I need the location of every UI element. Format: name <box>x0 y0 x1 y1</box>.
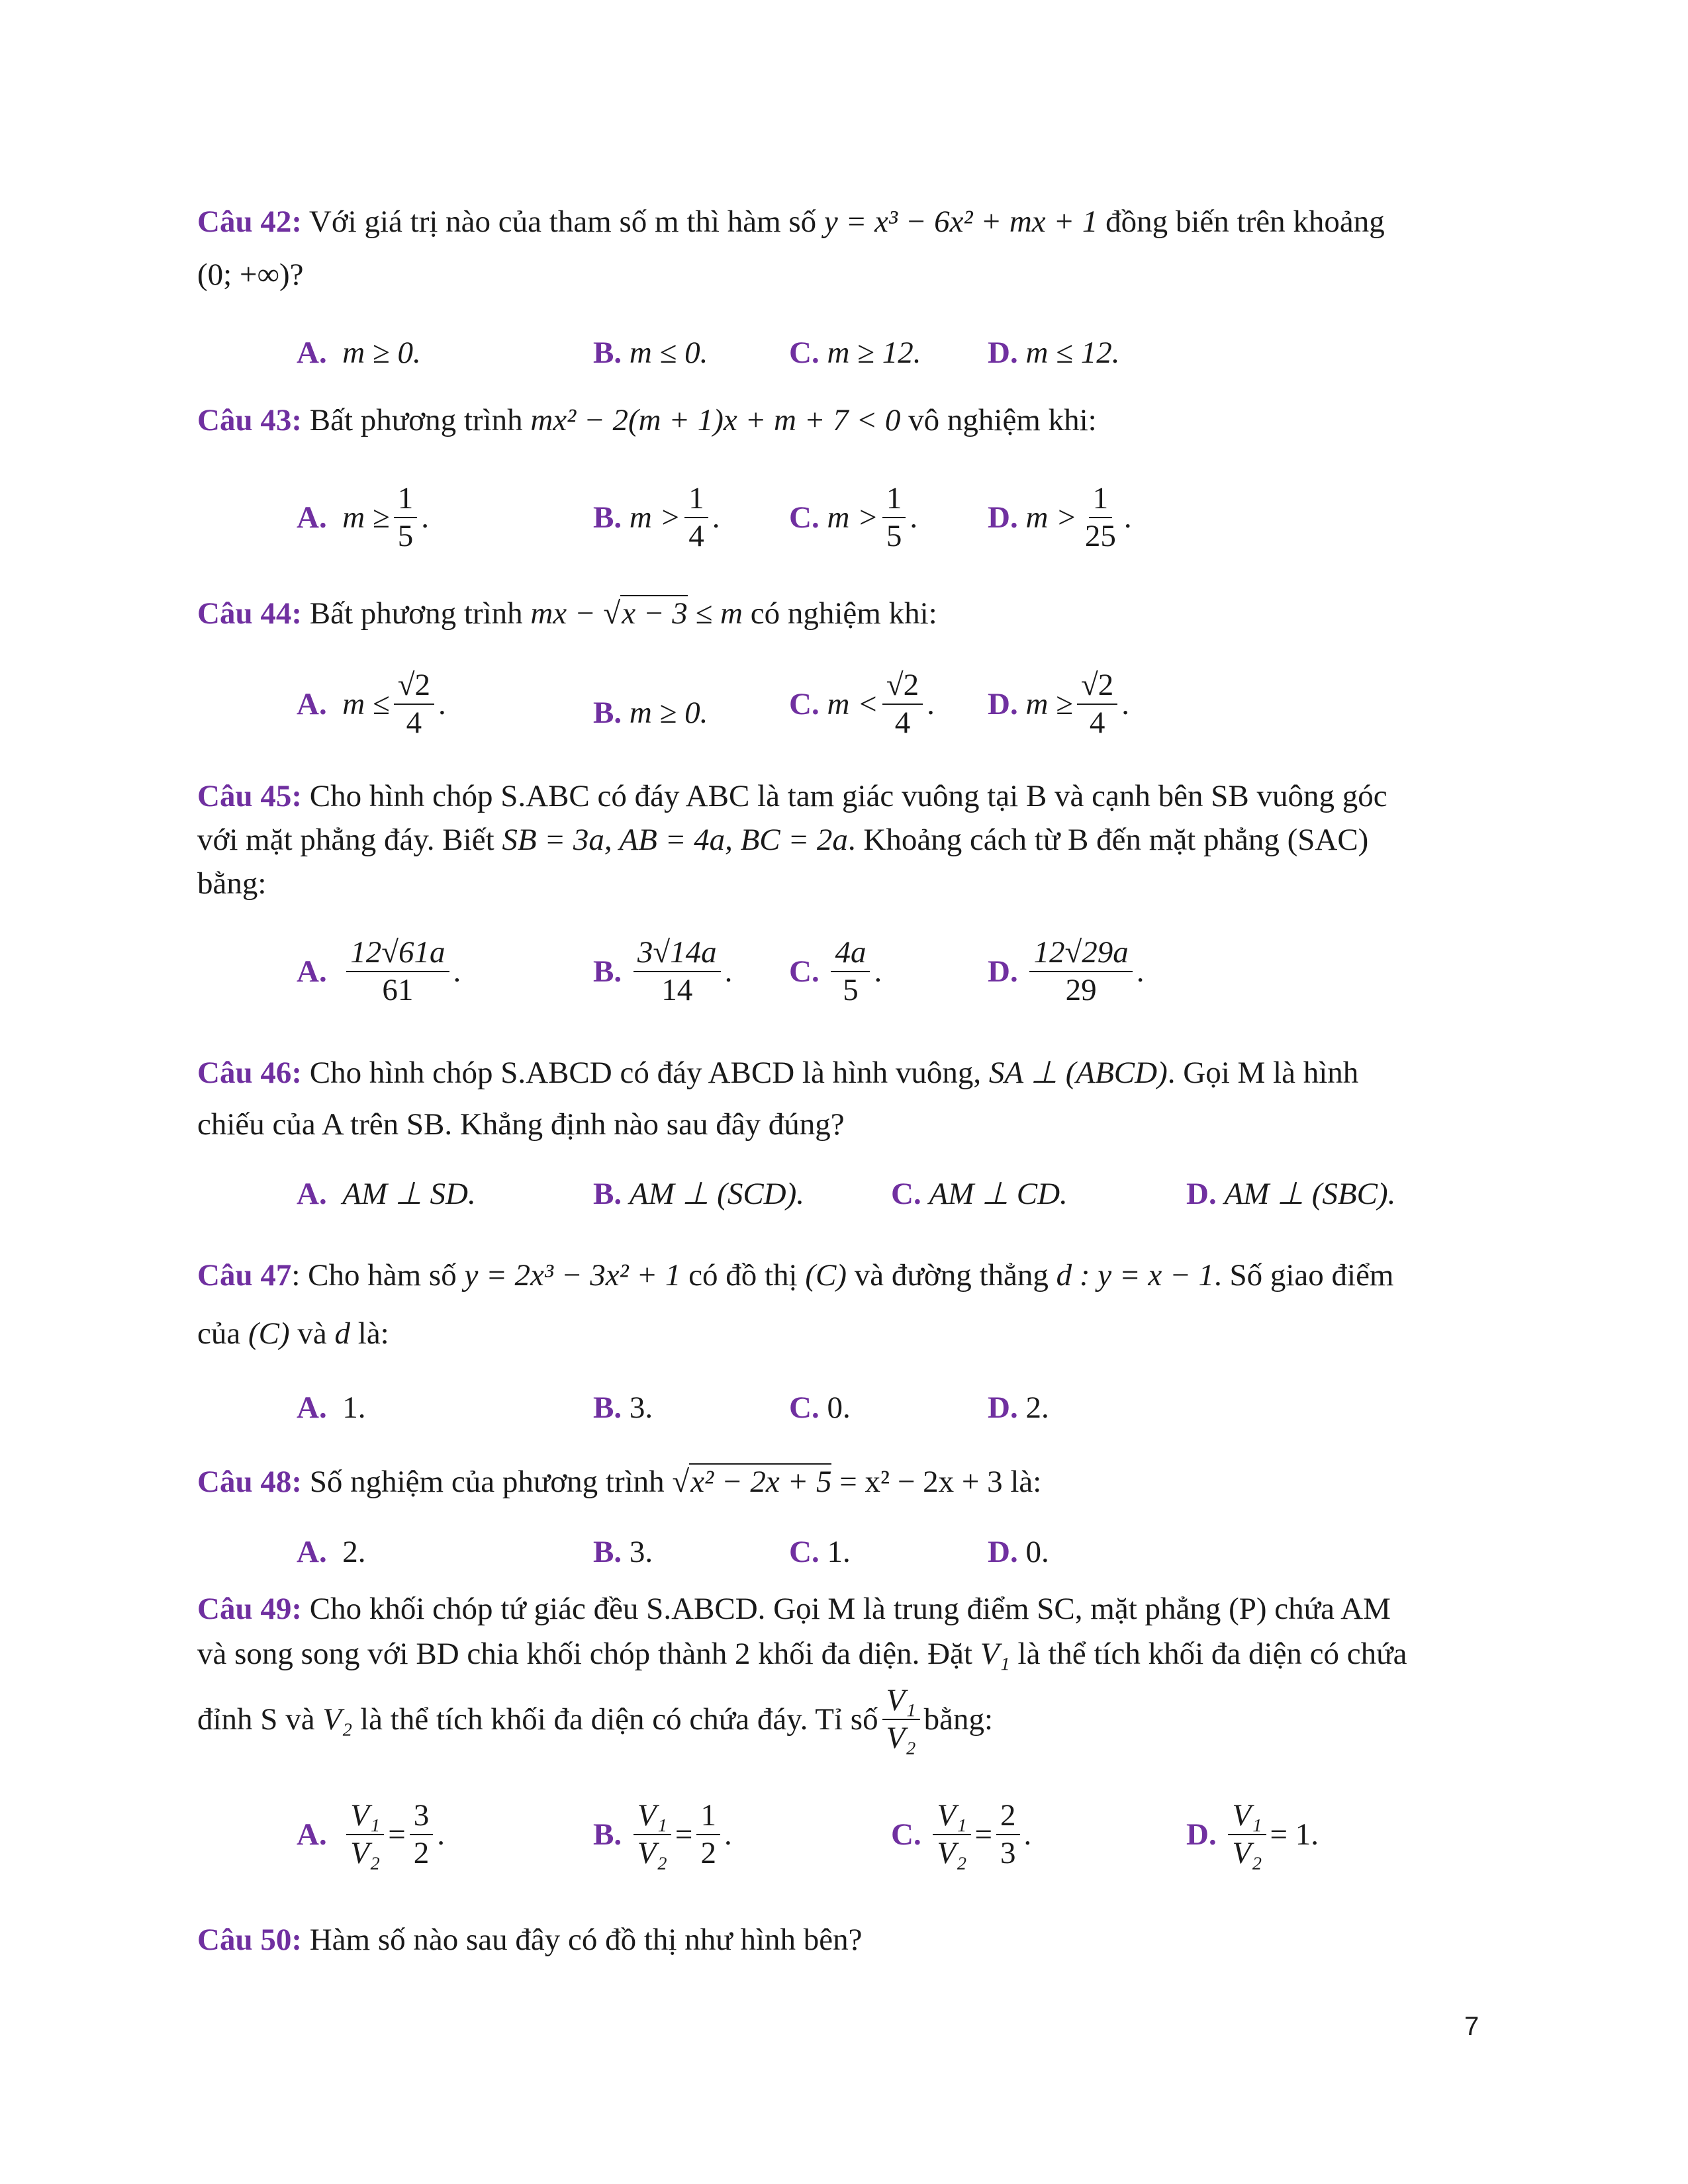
question-45-line3 <box>197 868 266 899</box>
question-text: là: <box>357 1316 389 1351</box>
fraction-denominator: 4 <box>1089 705 1105 740</box>
fraction-numerator: 4a <box>831 937 870 972</box>
question-text: bằng: <box>923 1702 994 1737</box>
option-label: B. <box>593 1390 622 1425</box>
option-label: A. <box>297 954 327 989</box>
question-49-line3 <box>197 1685 993 1754</box>
question-46-line2 <box>197 1109 845 1140</box>
option-text: m ≥ 0. <box>629 696 708 730</box>
fraction-numerator: V₁ <box>633 1800 671 1835</box>
fraction-numerator: 3 <box>410 1800 434 1835</box>
equals-sign: = <box>388 1817 406 1852</box>
option-label: D. <box>988 954 1018 989</box>
question-text: Cho hình chóp S.ABCD có đáy ABCD là hình vuông, <box>309 1056 982 1090</box>
option-a[interactable]: A. m ≤ $\frac{√2}{4}$ . <box>297 668 446 740</box>
math-expression: d <box>334 1316 351 1351</box>
option-text: m < <box>827 687 878 721</box>
option-label: C. <box>891 1817 921 1852</box>
option-label: A. <box>297 1817 327 1852</box>
fraction <box>1077 670 1117 739</box>
question-text: có đồ thị <box>688 1258 798 1293</box>
option-b[interactable]: B. m > $\frac{1}{4}$ . <box>593 481 720 553</box>
fraction <box>1029 937 1132 1006</box>
question-text: đồng biến trên khoảng <box>1105 205 1385 239</box>
question-text: và đường thẳng <box>854 1258 1049 1293</box>
fraction-denominator: 5 <box>886 519 902 553</box>
option-c[interactable]: C. $\frac{4a}{5}$ . <box>789 935 882 1007</box>
option-text: 0. <box>827 1390 851 1425</box>
math-expression: d : y = x − 1 <box>1056 1258 1214 1293</box>
option-a[interactable]: A. $\frac{12√61a}{61}$ . <box>297 935 461 1007</box>
question-47 <box>197 1260 1394 1291</box>
option-label: A. <box>297 500 327 535</box>
fraction-numerator: V₁ <box>933 1800 970 1835</box>
option-text: m ≥ <box>342 500 390 535</box>
fraction <box>696 1800 720 1869</box>
question-text: có nghiệm khi: <box>750 596 937 631</box>
option-label: A. <box>297 687 327 721</box>
fraction-numerator: 12√61a <box>346 937 449 972</box>
option-label: C. <box>789 954 820 989</box>
fraction-numerator: 1 <box>696 1800 720 1835</box>
question-label: Câu 42: <box>197 205 302 239</box>
question-43 <box>197 405 1097 436</box>
option-text: 1. <box>342 1390 366 1425</box>
question-49-line2 <box>197 1639 1407 1670</box>
fraction <box>394 670 434 739</box>
option-b[interactable] <box>593 1175 804 1212</box>
fraction-numerator: 1 <box>684 483 708 518</box>
option-c[interactable] <box>789 1534 851 1570</box>
fraction <box>996 1800 1020 1869</box>
option-label: D. <box>988 1390 1018 1425</box>
option-text: m ≥ 12. <box>827 336 921 370</box>
option-label: C. <box>789 1390 820 1425</box>
option-label: B. <box>593 954 622 989</box>
question-text: . Gọi M là hình <box>1167 1056 1359 1090</box>
fraction-denominator: 25 <box>1084 519 1116 553</box>
option-a[interactable] <box>297 1534 365 1570</box>
sqrt-icon: √ <box>603 596 621 631</box>
math-expression: y = 2x³ − 3x² + 1 <box>464 1258 681 1293</box>
question-44 <box>197 598 937 629</box>
option-label: D. <box>1186 1817 1217 1852</box>
math-expression: mx² − 2(m + 1)x + m + 7 < 0 <box>530 403 901 437</box>
option-label: A. <box>297 336 327 370</box>
option-c[interactable] <box>789 1390 851 1426</box>
radicand: x² − 2x + 5 <box>690 1465 832 1499</box>
option-label: C. <box>789 1535 820 1569</box>
question-text: bằng: <box>197 866 267 901</box>
question-text: và <box>297 1316 327 1351</box>
equals-sign: = <box>675 1817 693 1852</box>
question-text: chiếu của A trên SB. Khẳng định nào sau đây đúng? <box>197 1107 845 1142</box>
fraction <box>882 1685 920 1754</box>
question-text: Hàm số nào sau đây có đồ thị như hình bên? <box>309 1923 863 1957</box>
option-label: B. <box>593 500 622 535</box>
question-text: Số nghiệm của phương trình <box>309 1465 665 1499</box>
fraction-numerator: V₁ <box>346 1800 384 1835</box>
math-expression: SA ⊥ (ABCD) <box>988 1056 1168 1090</box>
question-label: Câu 43: <box>197 403 302 437</box>
option-label: D. <box>988 500 1018 535</box>
fraction <box>394 483 418 552</box>
fraction-numerator: 1 <box>394 483 418 518</box>
option-label: B. <box>593 1817 622 1852</box>
option-label: C. <box>789 336 820 370</box>
option-text: AM ⊥ (SBC). <box>1224 1177 1396 1211</box>
question-label: Câu 48: <box>197 1465 302 1499</box>
fraction-denominator: 61 <box>382 973 414 1007</box>
fraction-denominator: 4 <box>406 705 422 740</box>
question-text: với mặt phẳng đáy. Biết <box>197 823 494 857</box>
fraction-numerator: √2 <box>1077 670 1117 705</box>
fraction-numerator: 3√14a <box>633 937 721 972</box>
option-d[interactable] <box>988 1534 1049 1570</box>
fraction-numerator: 2 <box>996 1800 1020 1835</box>
sqrt-icon: √ <box>672 1465 690 1499</box>
fraction-denominator: V₂ <box>886 1721 916 1755</box>
question-text: : Cho hàm số <box>291 1258 457 1293</box>
option-label: B. <box>593 336 622 370</box>
math-expression: (0; +∞)? <box>197 257 304 292</box>
option-d[interactable]: D. m ≥ $\frac{√2}{4}$ . <box>988 668 1129 740</box>
option-d[interactable] <box>1186 1800 1319 1869</box>
fraction <box>1228 1800 1266 1869</box>
fraction-denominator: V₂ <box>350 1836 381 1870</box>
question-50 <box>197 1925 863 1956</box>
question-48 <box>197 1467 1041 1498</box>
fraction <box>633 937 721 1006</box>
question-text: Bất phương trình <box>309 596 523 631</box>
question-label: Câu 45: <box>197 779 302 813</box>
option-text: AM ⊥ (SCD). <box>629 1177 805 1211</box>
question-label: Câu 47 <box>197 1258 292 1293</box>
option-label: A. <box>297 1176 327 1211</box>
option-b[interactable] <box>593 695 708 731</box>
fraction-numerator: √2 <box>394 670 434 705</box>
option-text: AM ⊥ CD. <box>929 1177 1068 1211</box>
option-text: m > <box>827 500 878 535</box>
option-label: A. <box>297 1390 327 1425</box>
option-text: m ≥ <box>1025 687 1073 721</box>
fraction-numerator: √2 <box>882 670 923 705</box>
radicand: x − 3 <box>622 596 688 631</box>
question-45-line2 <box>197 825 1368 856</box>
option-text: m ≤ 12. <box>1025 336 1120 370</box>
fraction <box>633 1800 671 1869</box>
fraction-denominator: 3 <box>1000 1836 1016 1870</box>
option-a[interactable] <box>297 1390 365 1426</box>
question-text: là thể tích khối đa diện có chứa <box>1017 1637 1407 1671</box>
question-label: Câu 46: <box>197 1056 302 1090</box>
fraction <box>831 937 870 1006</box>
option-c[interactable]: C. m < $\frac{√2}{4}$ . <box>789 668 935 740</box>
option-d[interactable] <box>988 1390 1049 1426</box>
question-text: Bất phương trình <box>309 403 523 437</box>
option-label: C. <box>891 1176 921 1211</box>
fraction <box>346 937 449 1006</box>
fraction <box>346 1800 384 1869</box>
option-d[interactable] <box>1186 1175 1395 1212</box>
fraction-numerator: 1 <box>882 483 906 518</box>
option-b[interactable] <box>593 1534 653 1570</box>
fraction-denominator: 29 <box>1065 973 1097 1007</box>
question-49 <box>197 1594 1391 1625</box>
question-text: Cho hình chóp S.ABC có đáy ABC là tam giác vuông tại B và cạnh bên SB vuông góc <box>309 779 1387 813</box>
equals-sign: = 1. <box>1270 1817 1319 1852</box>
math-expression: y = x³ − 6x² + mx + 1 <box>823 205 1098 239</box>
option-text: m > <box>629 500 681 535</box>
fraction-numerator: V₁ <box>882 1685 920 1720</box>
fraction-numerator: V₁ <box>1228 1800 1266 1835</box>
fraction-denominator: 4 <box>688 519 704 553</box>
question-text: Với giá trị nào của tham số m thì hàm số <box>308 205 817 239</box>
page-number: 7 <box>1464 2012 1479 2041</box>
option-a[interactable] <box>297 1175 476 1212</box>
math-expression: (C) <box>248 1316 290 1351</box>
option-label: A. <box>297 1535 327 1569</box>
option-text: m ≤ <box>342 687 390 721</box>
option-b[interactable]: B. $\frac{\text{V₁}}{\text{V₂}}$ = $\frac{1}{2}$ . <box>593 1798 732 1870</box>
fraction <box>1081 483 1120 552</box>
fraction <box>933 1800 970 1869</box>
question-text: của <box>197 1316 241 1351</box>
option-text: m ≤ 0. <box>629 336 708 370</box>
option-c[interactable] <box>891 1175 1068 1212</box>
fraction <box>882 670 923 739</box>
option-text: 0. <box>1025 1535 1049 1569</box>
option-text: m > <box>1025 500 1077 535</box>
fraction-denominator: 5 <box>397 519 414 553</box>
math-expression: = x² − 2x + 3 <box>839 1465 1003 1499</box>
option-d[interactable] <box>988 335 1119 371</box>
fraction <box>684 483 708 552</box>
question-text: Cho khối chóp tứ giác đều S.ABCD. Gọi M là trung điểm SC, mặt phẳng (P) chứa AM <box>309 1592 1391 1626</box>
math-expression: SB = 3a, AB = 4a, BC = 2a <box>502 823 848 857</box>
question-text: là: <box>1010 1465 1042 1499</box>
question-label: Câu 44: <box>197 596 302 631</box>
option-d[interactable]: D. $\frac{12√29a}{29}$ . <box>988 935 1145 1007</box>
fraction-denominator: V₂ <box>937 1836 967 1870</box>
option-text: m ≥ 0. <box>342 336 421 370</box>
math-expression: V₂ <box>322 1702 353 1737</box>
option-b[interactable] <box>593 335 708 371</box>
option-label: D. <box>988 1535 1018 1569</box>
option-label: B. <box>593 1535 622 1569</box>
question-text: . Số giao điểm <box>1213 1258 1394 1293</box>
math-expression: ≤ m <box>695 596 743 631</box>
question-label: Câu 50: <box>197 1923 302 1957</box>
question-45 <box>197 781 1387 812</box>
fraction-denominator: 4 <box>894 705 911 740</box>
option-text: 2. <box>1025 1390 1049 1425</box>
fraction-denominator: V₂ <box>1232 1836 1262 1870</box>
question-text: vô nghiệm khi: <box>908 403 1097 437</box>
option-a[interactable]: A. m ≥ $\frac{1}{5}$ . <box>297 481 429 553</box>
option-text: 1. <box>827 1535 851 1569</box>
fraction-numerator: 1 <box>1089 483 1113 518</box>
option-c[interactable]: C. $\frac{\text{V₁}}{\text{V₂}}$ = $\frac{2}{3}$ . <box>891 1798 1032 1870</box>
option-label: B. <box>593 1176 622 1211</box>
question-text: là thể tích khối đa diện có chứa đáy. Tỉ số <box>360 1702 878 1737</box>
option-text: 3. <box>629 1390 653 1425</box>
option-b[interactable] <box>593 1390 653 1426</box>
fraction <box>410 1800 434 1869</box>
option-b[interactable]: B. $\frac{3√14a}{14}$ . <box>593 935 733 1007</box>
option-c[interactable] <box>789 335 921 371</box>
fraction-denominator: V₂ <box>637 1836 667 1870</box>
math-expression: (C) <box>805 1258 847 1293</box>
option-label: B. <box>593 696 622 730</box>
option-label: D. <box>988 336 1018 370</box>
option-label: C. <box>789 687 820 721</box>
question-text: đỉnh S và <box>197 1702 315 1737</box>
option-c[interactable]: C. m > $\frac{1}{5}$ . <box>789 481 918 553</box>
option-a[interactable]: A. $\frac{\text{V₁}}{\text{V₂}}$ = $\frac{3}{2}$ . <box>297 1798 445 1870</box>
math-expression: V₁ <box>980 1637 1010 1671</box>
question-46 <box>197 1058 1358 1089</box>
fraction-denominator: 5 <box>843 973 859 1007</box>
fraction-denominator: 2 <box>413 1836 430 1870</box>
math-expression: mx − <box>530 596 596 631</box>
question-42 <box>197 206 1385 238</box>
equals-sign: = <box>974 1817 993 1852</box>
fraction <box>882 483 906 552</box>
option-text: AM ⊥ SD. <box>342 1177 476 1211</box>
option-text: 3. <box>629 1535 653 1569</box>
option-label: D. <box>1186 1176 1217 1211</box>
question-text: và song song với BD chia khối chóp thành 2 khối đa diện. Đặt <box>197 1637 972 1671</box>
option-text: 2. <box>342 1535 366 1569</box>
question-47-line2 <box>197 1318 389 1349</box>
fraction-numerator: 12√29a <box>1029 937 1132 972</box>
fraction-denominator: 14 <box>661 973 693 1007</box>
question-42-interval <box>197 259 303 291</box>
option-d[interactable]: D. m > $\frac{1}{25}$ . <box>988 481 1132 553</box>
option-label: D. <box>988 687 1018 721</box>
question-label: Câu 49: <box>197 1592 302 1626</box>
option-a[interactable] <box>297 335 421 371</box>
option-label: C. <box>789 500 820 535</box>
fraction-denominator: 2 <box>700 1836 716 1870</box>
question-text: . Khoảng cách từ B đến mặt phẳng (SAC) <box>847 823 1369 857</box>
